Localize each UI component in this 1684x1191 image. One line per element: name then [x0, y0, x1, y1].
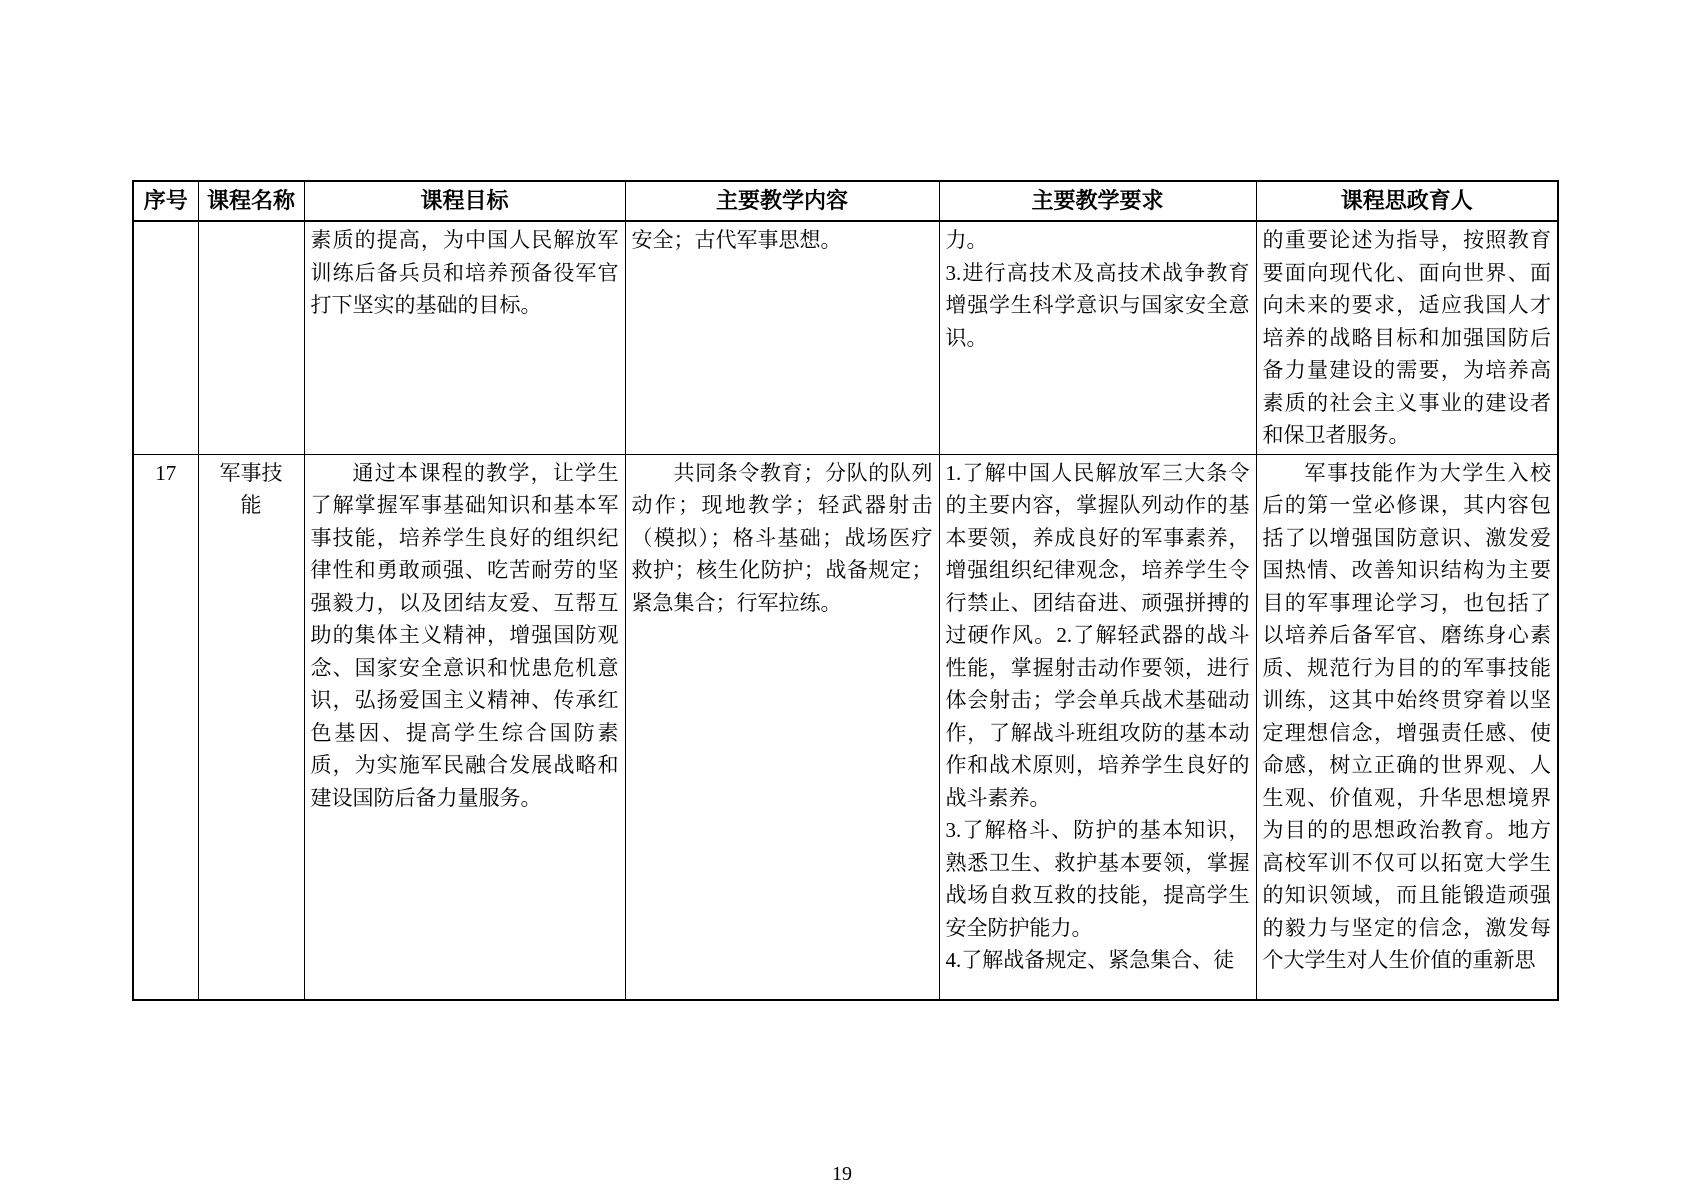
cell-ideology	[1256, 454, 1558, 1000]
paragraph: 3.进行高技术及高技术战争教育增强学生科学意识与国家安全意识。	[945, 260, 1250, 350]
cell-content	[625, 454, 939, 1000]
paragraph: 通过本课程的教学，让学生了解掌握军事基础知识和基本军事技能，培养学生良好的组织纪律性和勇敢顽强、吃苦耐劳的坚强毅力，以及团结友爱、互帮互助的集体主义精神，增强国防观念、国家安全意识和忧患危机意识，弘扬爱国主义精神、传承红色基因、提高学生综合国防素质，为实施军民融合发展战略和建设国防后备力量服务。	[310, 460, 619, 810]
cell-course-name	[198, 221, 304, 454]
paragraph: 军事技能作为大学生入校后的第一堂必修课，其内容包括了以增强国防意识、激发爱国热情、改善知识结构为主要目的军事理论学习，也包括了以培养后备军官、磨练身心素质、规范行为目的的军事技能训练，这其中始终贯穿着以坚定理想信念，增强责任感、使命感，树立正确的世界观、人生观、价值观，升华思想境界为目的的思想政治教育。地方高校军训不仅可以拓宽大学生的知识领域，而且能锻造顽强的毅力与坚定的信念，激发每个大学生对人生价值的重新思	[1262, 460, 1551, 972]
cell-seq	[133, 221, 198, 454]
paragraph: 力。	[945, 228, 988, 252]
paragraph: 安全；古代军事思想。	[631, 228, 842, 252]
paragraph: 1.了解中国人民解放军三大条令的主要内容，掌握队列动作的基本要领，养成良好的军事素养，增强组织纪律观念，培养学生令行禁止、团结奋进、顽强拼搏的过硬作风。2.了解轻武器的战斗性能，掌握射击动作要领，进行体会射击；学会单兵战术基础动作，了解战斗班组攻防的基本动作和战术原则，培养学生良好的战斗素养。	[945, 460, 1250, 810]
paragraph: 3.了解格斗、防护的基本知识，熟悉卫生、救护基本要领，掌握战场自救互救的技能，提高学生安全防护能力。	[945, 818, 1250, 940]
cell-content	[625, 221, 939, 454]
paragraph: 4.了解战备规定、紧急集合、徒	[945, 948, 1235, 972]
header-seq: 序号	[133, 181, 198, 221]
cell-requirements	[939, 454, 1256, 1000]
header-ideology: 课程思政育人	[1256, 181, 1558, 221]
paragraph: 素质的提高，为中国人民解放军训练后备兵员和培养预备役军官打下坚实的基础的目标。	[310, 228, 619, 317]
cell-ideology	[1256, 221, 1558, 454]
course-name-value: 军事技能	[219, 460, 283, 517]
curriculum-table	[132, 180, 1559, 1001]
header-requirements: 主要教学要求	[939, 181, 1256, 221]
paragraph: 共同条令教育；分队的队列动作；现地教学；轻武器射击（模拟）；格斗基础；战场医疗救护；核生化防护；战备规定；紧急集合；行军拉练。	[631, 460, 933, 615]
cell-objectives	[304, 454, 625, 1000]
cell-seq	[133, 454, 198, 1000]
cell-objectives	[304, 221, 625, 454]
page-number: 19	[832, 1163, 852, 1185]
cell-course-name	[198, 454, 304, 1000]
table-row-continuation	[133, 221, 1558, 454]
curriculum-table-container	[132, 180, 1557, 1001]
header-objectives: 课程目标	[304, 181, 625, 221]
paragraph: 的重要论述为指导，按照教育要面向现代化、面向世界、面向未来的要求，适应我国人才培养的战略目标和加强国防后备力量建设的需要，为培养高素质的社会主义事业的建设者和保卫者服务。	[1262, 228, 1551, 447]
header-content: 主要教学内容	[625, 181, 939, 221]
header-row	[133, 181, 1558, 221]
header-course-name: 课程名称	[198, 181, 304, 221]
cell-requirements	[939, 221, 1256, 454]
seq-value: 17	[155, 460, 177, 485]
table-row-17	[133, 454, 1558, 1000]
